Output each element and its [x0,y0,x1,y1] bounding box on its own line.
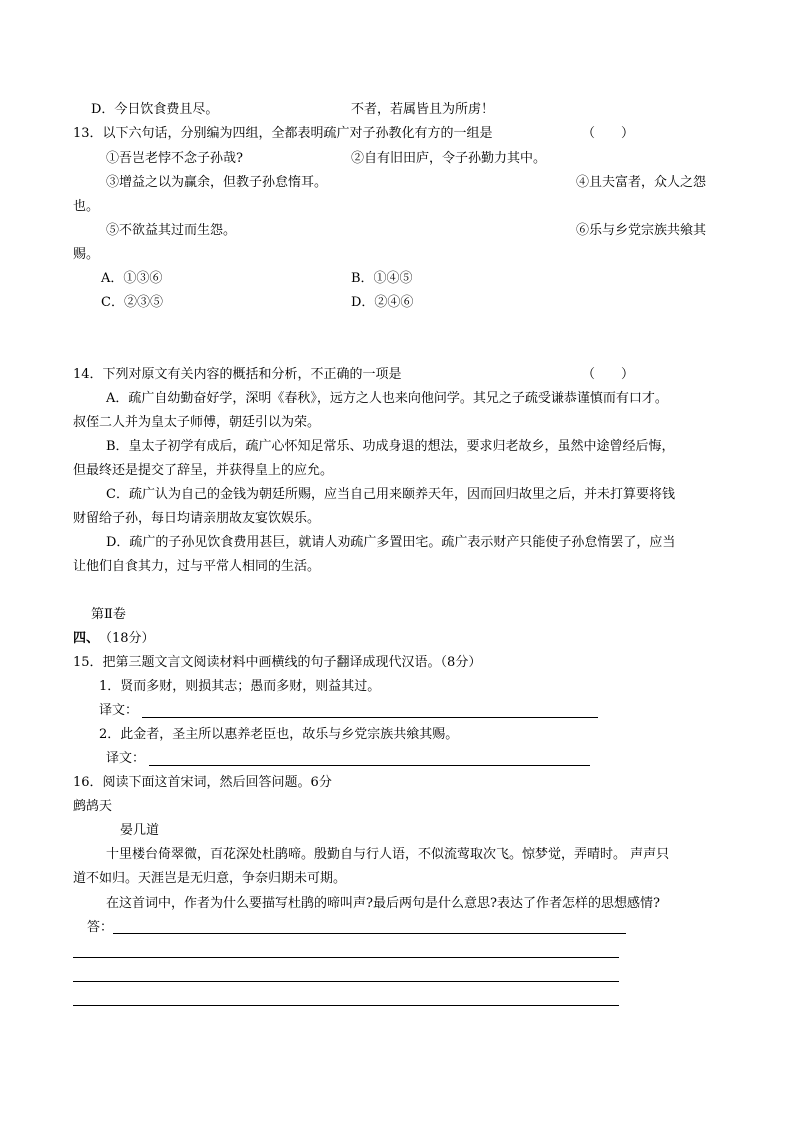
poem-line-1: 十里楼台倚翠微，百花深处杜鹃啼。殷勤自与行人语，不似流莺取次飞。惊梦觉，弄晴时。 声声只 [106,847,670,862]
q15-stem: 15．把第三题文言文阅读材料中画横线的句子翻译成现代汉语。（8分） [73,655,482,670]
q16-answer-line-2[interactable] [73,957,619,958]
part-4-heading: 四、 [73,631,100,646]
q16-answer-label: 答： [87,920,114,935]
poem-line-2: 道不如归。天涯岂是无归意，争奈归期未可期。 [73,871,347,886]
q14-option-a-line1: A．疏广自幼勤奋好学，深明《春秋》，远方之人也来向他问学。其兄之子疏受谦恭谨慎而有口才。 [106,391,668,406]
part-4-score: （18分） [99,631,155,646]
q12-option-d-cont: 不者，若属皆且为所虏！ [351,102,495,117]
poem-author: 晏几道 [120,823,160,838]
q13-sentence-5: ⑤不欲益其过而生怨。 [106,223,237,238]
q13-sentence-4-cont: 也。 [73,199,100,214]
q14-option-b-line1: B．皇太子初学有成后，疏广心怀知足常乐、功成身退的想法，要求归老故乡，虽然中途曾经后悔， [106,439,675,454]
q13-sentence-6-cont: 赐。 [73,247,100,262]
q14-option-b-line2: 但最终还是提交了辞呈，并获得皇上的应允。 [73,463,334,478]
q16-answer-line-3[interactable] [73,981,619,982]
q16-question: 在这首词中，作者为什么要描写杜鹃的啼叫声?最后两句是什么意思?表达了作者怎样的思想感情? [106,896,660,911]
q14-option-d-line1: D．疏广的子孙见饮食费用甚巨，就请人劝疏广多置田宅。疏广表示财产只能使子孙怠惰罢了，应当 [106,535,676,550]
q15-translation-label-1: 译文： [99,703,139,718]
q15-answer-line-2[interactable] [149,765,590,766]
q13-option-c: C．②③⑤ [101,295,163,310]
q15-answer-line-1[interactable] [142,717,598,718]
q13-answer-paren: （ ） [582,126,635,141]
q13-sentence-4: ④且夫富者，众人之怨 [576,175,707,190]
q13-sentence-1: ①吾岂老悖不念子孙哉? [106,151,243,166]
q13-option-b: B．①④⑤ [351,271,413,286]
q14-option-c-line1: C．疏广认为自己的金钱为朝廷所赐，应当自己用来颐养天年，因而回归故里之后，并未打算要将钱 [106,487,675,502]
q13-sentence-6: ⑥乐与乡党宗族共飨其 [576,223,707,238]
q13-option-d: D．②④⑥ [351,295,414,310]
q14-answer-paren: （ ） [582,367,635,382]
q16-answer-line-4[interactable] [73,1005,619,1006]
section-2-title: 第Ⅱ卷 [91,607,126,622]
q15-translation-label-2: 译文： [106,751,146,766]
poem-title: 鹧鸪天 [73,799,113,814]
q12-option-d: D．今日饮食费且尽。 [91,102,219,117]
q14-option-a-line2: 叔侄二人并为皇太子师傅，朝廷引以为荣。 [73,415,321,430]
q15-sentence-2: 2．此金者，圣主所以惠养老臣也，故乐与乡党宗族共飨其赐。 [99,727,459,742]
q14-option-c-line2: 财留给子孙，每日均请亲朋故友宴饮娱乐。 [73,511,321,526]
q16-answer-line-1[interactable] [113,933,626,934]
q16-stem: 16．阅读下面这首宋词，然后回答问题。6分 [73,775,332,790]
q14-option-d-line2: 让他们自食其力，过与平常人相同的生活。 [73,559,321,574]
q13-sentence-3: ③增益之以为赢余，但教子孙怠惰耳。 [106,175,328,190]
q15-sentence-1: 1．贤而多财，则损其志；愚而多财，则益其过。 [99,679,381,694]
q13-stem: 13．以下六句话，分别编为四组，全都表明疏广对子孙教化有方的一组是 [73,126,493,141]
q13-sentence-2: ②自有旧田庐，令子孙勤力其中。 [351,151,547,166]
q14-stem: 14．下列对原文有关内容的概括和分析，不正确的一项是 [73,367,402,382]
q13-option-a: A．①③⑥ [101,271,163,286]
